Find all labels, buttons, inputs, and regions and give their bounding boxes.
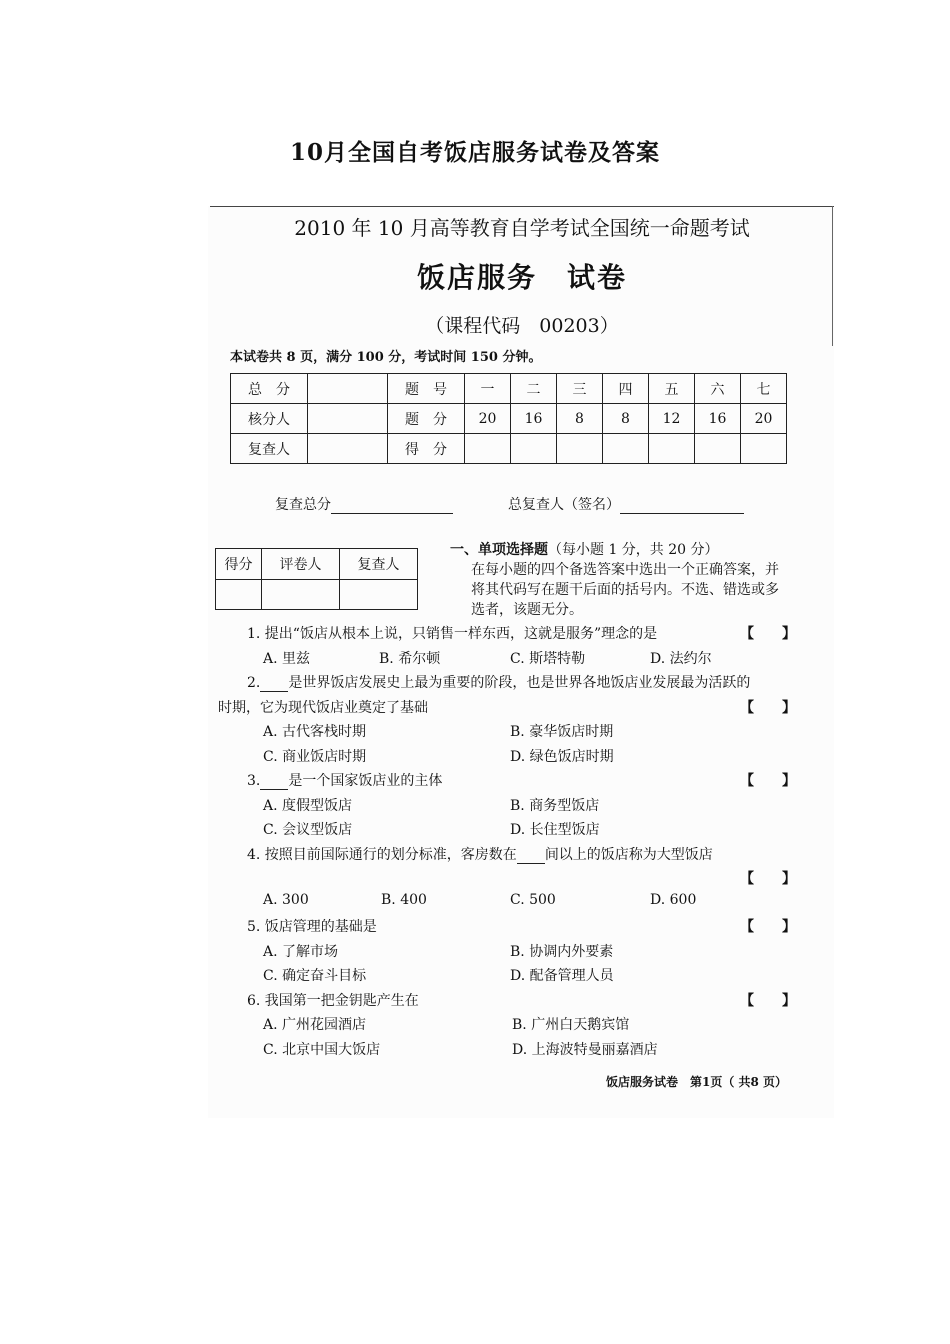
score-cell: 一 — [465, 374, 511, 404]
question-2-option-d: D. 绿色饭店时期 — [510, 749, 614, 765]
score-cell: 七 — [741, 374, 787, 404]
exam-subject-title: 饭店服务 试卷 — [416, 261, 627, 294]
grader-header: 得分 — [216, 549, 262, 580]
question-6-stem: 6. 我国第一把金钥匙产生在 — [247, 993, 419, 1009]
score-cell — [649, 434, 695, 464]
reviewer-signature-label: 总复查人（签名） — [508, 497, 620, 513]
grader-cell — [340, 580, 418, 610]
scan-top-border — [210, 206, 834, 207]
score-cell: 总 分 — [231, 374, 308, 404]
fill-blank — [260, 691, 288, 692]
score-cell — [308, 374, 388, 404]
answer-bracket: 【 】 — [740, 626, 796, 642]
exam-header: 2010 年 10 月高等教育自学考试全国统一命题考试 — [294, 216, 750, 240]
question-5-option-d: D. 配备管理人员 — [510, 968, 614, 984]
score-cell — [465, 434, 511, 464]
question-3-option-a: A. 度假型饭店 — [263, 798, 353, 814]
question-5-option-c: C. 确定奋斗目标 — [263, 968, 367, 984]
question-6-option-a: A. 广州花园酒店 — [263, 1017, 367, 1033]
fill-blank — [260, 789, 288, 790]
score-cell — [741, 434, 787, 464]
question-2-option-c: C. 商业饭店时期 — [263, 749, 367, 765]
review-total-blank — [331, 499, 453, 514]
score-cell: 核分人 — [231, 404, 308, 434]
question-4-stem — [247, 844, 713, 864]
score-cell: 8 — [557, 404, 603, 434]
score-cell: 12 — [649, 404, 695, 434]
question-1-option-a: A. 里兹 — [263, 651, 311, 667]
section-instruction: 选者，该题无分。 — [471, 602, 583, 618]
grader-cell — [262, 580, 340, 610]
question-2-stem-continued: 时期，它为现代饭店业奠定了基础 — [218, 700, 428, 716]
score-cell: 8 — [603, 404, 649, 434]
score-row-1 — [231, 374, 787, 404]
section-title: 一、单项选择题 — [450, 542, 548, 558]
grader-table — [215, 548, 418, 610]
section-heading — [450, 539, 719, 559]
score-cell — [308, 434, 388, 464]
score-cell: 四 — [603, 374, 649, 404]
question-4-option-c: C. 500 — [510, 892, 556, 908]
question-1-option-d: D. 法约尔 — [650, 651, 712, 667]
question-3-option-d: D. 长住型饭店 — [510, 822, 600, 838]
score-cell: 五 — [649, 374, 695, 404]
score-cell: 复查人 — [231, 434, 308, 464]
score-cell — [557, 434, 603, 464]
question-3-stem — [247, 770, 442, 790]
score-cell: 16 — [695, 404, 741, 434]
answer-bracket: 【 】 — [740, 871, 796, 887]
question-5-stem: 5. 饭店管理的基础是 — [247, 919, 377, 935]
question-text: 是一个国家饭店业的主体 — [288, 773, 443, 789]
question-text: 间以上的饭店称为大型饭店 — [544, 847, 713, 863]
page-footer: 饭店服务试卷 第1页（ 共8 页） — [606, 1075, 788, 1089]
score-cell: 题 号 — [388, 374, 465, 404]
question-number: 3. — [247, 773, 261, 789]
question-3-option-b: B. 商务型饭店 — [510, 798, 600, 814]
score-cell — [308, 404, 388, 434]
score-cell: 得 分 — [388, 434, 465, 464]
section-instruction: 在每小题的四个备选答案中选出一个正确答案，并 — [471, 562, 779, 578]
score-cell — [603, 434, 649, 464]
score-cell: 二 — [511, 374, 557, 404]
question-2-stem — [247, 672, 750, 692]
question-6-option-c: C. 北京中国大饭店 — [263, 1042, 381, 1058]
question-2-option-b: B. 豪华饭店时期 — [510, 724, 614, 740]
section-instruction: 将其代码写在题干后面的括号内。不选、错选或多 — [471, 582, 779, 598]
section-desc: （每小题 1 分，共 20 分） — [548, 542, 719, 558]
review-total — [275, 494, 453, 514]
course-code: （课程代码 00203） — [425, 315, 619, 337]
grader-header: 评卷人 — [262, 549, 340, 580]
score-cell: 20 — [741, 404, 787, 434]
score-cell: 20 — [465, 404, 511, 434]
fill-blank — [517, 863, 545, 864]
score-cell: 题 分 — [388, 404, 465, 434]
question-5-option-b: B. 协调内外要素 — [510, 944, 614, 960]
score-cell: 三 — [557, 374, 603, 404]
score-cell — [695, 434, 741, 464]
question-text: 是世界饭店发展史上最为重要的阶段，也是世界各地饭店业发展最为活跃的 — [288, 675, 751, 691]
question-number: 2. — [247, 675, 261, 691]
grader-cell — [216, 580, 262, 610]
question-1-stem: 1. 提出“饭店从根本上说，只销售一样东西，这就是服务”理念的是 — [247, 626, 658, 642]
score-table — [230, 373, 787, 464]
question-text: 4. 按照目前国际通行的划分标准，客房数在 — [247, 847, 517, 863]
review-total-label: 复查总分 — [275, 497, 331, 513]
answer-bracket: 【 】 — [740, 773, 796, 789]
answer-bracket: 【 】 — [740, 919, 796, 935]
question-6-option-b: B. 广州白天鹅宾馆 — [512, 1017, 630, 1033]
question-3-option-c: C. 会议型饭店 — [263, 822, 353, 838]
reviewer-signature-blank — [620, 499, 744, 514]
question-6-option-d: D. 上海波特曼丽嘉酒店 — [512, 1042, 658, 1058]
grader-header: 复查人 — [340, 549, 418, 580]
question-4-option-d: D. 600 — [650, 892, 697, 908]
score-row-2 — [231, 404, 787, 434]
exam-info: 本试卷共 8 页，满分 100 分，考试时间 150 分钟。 — [230, 350, 542, 365]
question-2-option-a: A. 古代客栈时期 — [263, 724, 367, 740]
question-4-option-b: B. 400 — [381, 892, 427, 908]
score-cell: 16 — [511, 404, 557, 434]
document-title: 10月全国自考饭店服务试卷及答案 — [289, 139, 660, 166]
score-cell — [511, 434, 557, 464]
question-4-option-a: A. 300 — [263, 892, 309, 908]
question-1-option-b: B. 希尔顿 — [379, 651, 441, 667]
review-signature — [508, 494, 744, 514]
question-1-option-c: C. 斯塔特勒 — [510, 651, 586, 667]
answer-bracket: 【 】 — [740, 993, 796, 1009]
score-row-3 — [231, 434, 787, 464]
answer-bracket: 【 】 — [740, 700, 796, 716]
question-5-option-a: A. 了解市场 — [263, 944, 339, 960]
score-cell: 六 — [695, 374, 741, 404]
